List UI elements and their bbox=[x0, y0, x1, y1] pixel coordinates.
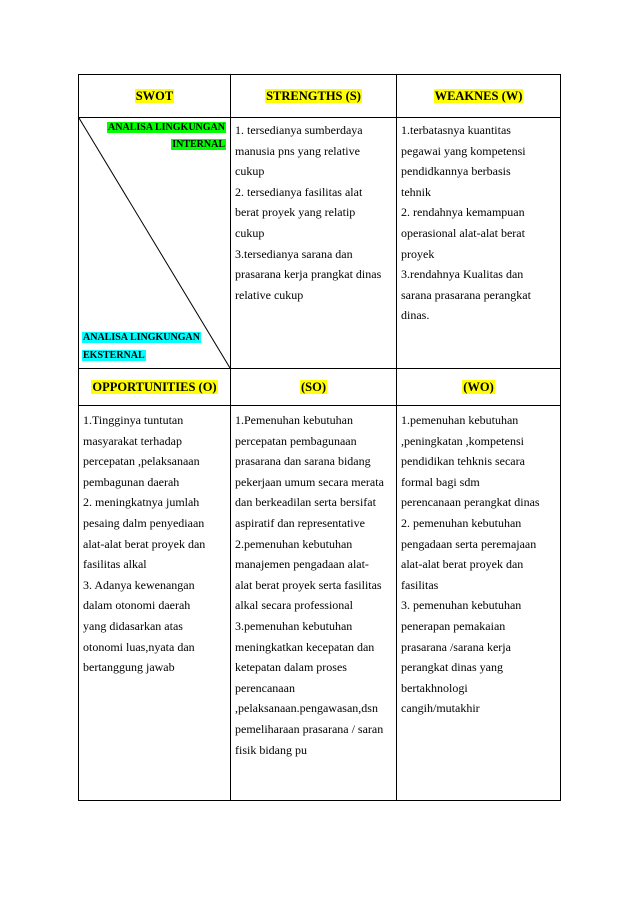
so-line: dan berkeadilan serta bersifat bbox=[235, 495, 376, 510]
so-line: ,pelaksanaan.pengawasan,dsn bbox=[235, 701, 378, 716]
strengths-line: relative cukup bbox=[235, 287, 304, 302]
wo-line: cangih/mutakhir bbox=[401, 701, 480, 716]
wo-line: alat-alat berat proyek dan bbox=[401, 557, 524, 572]
internal-label-line2: INTERNAL bbox=[172, 139, 225, 150]
swot-table bbox=[78, 74, 561, 801]
strengths-line: manusia pns yang relative bbox=[235, 143, 360, 158]
diagonal-cell bbox=[79, 118, 231, 369]
opportunities-line: pesaing dalm penyediaan bbox=[83, 515, 205, 530]
weakness-line: 1.terbatasnya kuantitas bbox=[401, 123, 511, 137]
opportunities-line: masyarakat terhadap bbox=[83, 433, 182, 448]
opportunities-line: percepatan ,pelaksanaan bbox=[83, 454, 200, 469]
header-cell-weakness bbox=[397, 75, 561, 118]
weakness-line: tehnik bbox=[401, 184, 431, 199]
strategy-header-row bbox=[79, 369, 561, 406]
so-line: pemeliharaan prasarana / saran bbox=[235, 721, 384, 736]
weakness-list bbox=[397, 118, 560, 326]
so-line: ketepatan dalam proses bbox=[235, 660, 347, 675]
so-list bbox=[231, 406, 396, 800]
wo-line: bertakhnologi bbox=[401, 680, 468, 695]
so-line: 3.pemenuhan kebutuhan bbox=[235, 618, 353, 633]
weakness-line: sarana prasarana perangkat bbox=[401, 287, 531, 302]
header-strengths: STRENGTHS (S) bbox=[266, 89, 361, 103]
so-line: manajemen pengadaan alat- bbox=[235, 557, 369, 572]
so-line: alkal secara professional bbox=[235, 598, 353, 613]
wo-line: perencanaan perangkat dinas bbox=[401, 495, 540, 510]
header-weakness: WEAKNES (W) bbox=[434, 89, 523, 103]
strengths-line: prasarana kerja prangkat dinas bbox=[235, 267, 382, 282]
internal-label-line1: ANALISA LINGKUNGAN bbox=[108, 122, 225, 133]
strengths-line: 2. tersedianya fasilitas alat bbox=[235, 184, 363, 199]
so-line: pekerjaan umum secara merata bbox=[235, 474, 384, 489]
wo-line: pendidikan tehknis secara bbox=[401, 454, 525, 469]
opportunities-line: otonomi luas,nyata dan bbox=[83, 639, 195, 654]
wo-line: 2. pemenuhan kebutuhan bbox=[401, 515, 522, 530]
wo-line: penerapan pemakaian bbox=[401, 618, 506, 633]
so-line: alat berat proyek serta fasilitas bbox=[235, 577, 382, 592]
weakness-line: dinas. bbox=[401, 308, 430, 323]
strengths-line: cukup bbox=[235, 164, 265, 179]
so-line: 1.Pemenuhan kebutuhan bbox=[235, 413, 353, 427]
header-cell-swot bbox=[79, 75, 231, 118]
strengths-cell bbox=[231, 118, 397, 369]
so-line: percepatan pembagunaan bbox=[235, 433, 357, 448]
so-line: prasarana dan sarana bidang bbox=[235, 454, 371, 469]
strengths-list bbox=[231, 118, 396, 305]
strengths-line: berat proyek yang relatip bbox=[235, 205, 356, 220]
wo-line: prasarana /sarana kerja bbox=[401, 639, 511, 654]
weakness-line: proyek bbox=[401, 246, 435, 261]
wo-header-cell bbox=[397, 369, 561, 406]
weakness-line: pendidkannya berbasis bbox=[401, 164, 511, 179]
analysis-row bbox=[79, 118, 561, 369]
opportunities-line: fasilitas alkal bbox=[83, 557, 147, 572]
header-wo: (WO) bbox=[463, 380, 494, 394]
wo-line: 3. pemenuhan kebutuhan bbox=[401, 598, 522, 613]
opportunities-line: alat-alat berat proyek dan bbox=[83, 536, 206, 551]
so-cell bbox=[231, 406, 397, 801]
opportunities-line: dalam otonomi daerah bbox=[83, 598, 191, 613]
wo-line: pengadaan serta peremajaan bbox=[401, 536, 537, 551]
header-row bbox=[79, 75, 561, 118]
header-swot: SWOT bbox=[135, 89, 174, 103]
weakness-line: 2. rendahnya kemampuan bbox=[401, 205, 525, 220]
header-opportunities: OPPORTUNITIES (O) bbox=[92, 380, 217, 394]
so-header-cell bbox=[231, 369, 397, 406]
wo-line: ,peningkatan ,kompetensi bbox=[401, 433, 524, 448]
so-line: perencanaan bbox=[235, 680, 295, 695]
wo-line: fasilitas bbox=[401, 577, 439, 592]
weakness-cell bbox=[397, 118, 561, 369]
header-cell-strengths bbox=[231, 75, 397, 118]
opportunities-cell bbox=[79, 406, 231, 801]
wo-line: formal bagi sdm bbox=[401, 474, 480, 489]
strengths-line: 3.tersedianya sarana dan bbox=[235, 246, 353, 261]
strategy-row bbox=[79, 406, 561, 801]
so-line: aspiratif dan representative bbox=[235, 515, 365, 530]
external-label-line1: ANALISA LINGKUNGAN bbox=[83, 332, 200, 343]
opportunities-line: 3. Adanya kewenangan bbox=[83, 577, 195, 592]
opportunities-line: bertanggung jawab bbox=[83, 660, 175, 675]
opportunities-line: yang didasarkan atas bbox=[83, 618, 183, 633]
strengths-line: cukup bbox=[235, 225, 265, 240]
opportunities-line: pembagunan daerah bbox=[83, 474, 180, 489]
opportunities-line: 2. meningkatnya jumlah bbox=[83, 495, 200, 510]
opportunities-header-cell bbox=[79, 369, 231, 406]
weakness-line: 3.rendahnya Kualitas dan bbox=[401, 267, 524, 282]
wo-line: 1.pemenuhan kebutuhan bbox=[401, 413, 519, 427]
opportunities-line: 1.Tingginya tuntutan bbox=[83, 413, 184, 427]
so-line: meningkatkan kecepatan dan bbox=[235, 639, 375, 654]
strengths-line: 1. tersedianya sumberdaya bbox=[235, 123, 363, 137]
so-line: fisik bidang pu bbox=[235, 742, 307, 757]
header-so: (SO) bbox=[301, 380, 326, 394]
external-label-line2: EKSTERNAL bbox=[83, 350, 145, 361]
weakness-line: pegawai yang kompetensi bbox=[401, 143, 526, 158]
weakness-line: operasional alat-alat berat bbox=[401, 225, 525, 240]
wo-cell bbox=[397, 406, 561, 801]
opportunities-list bbox=[79, 406, 230, 800]
wo-list bbox=[397, 406, 560, 800]
so-line: 2.pemenuhan kebutuhan bbox=[235, 536, 353, 551]
wo-line: perangkat dinas yang bbox=[401, 660, 503, 675]
